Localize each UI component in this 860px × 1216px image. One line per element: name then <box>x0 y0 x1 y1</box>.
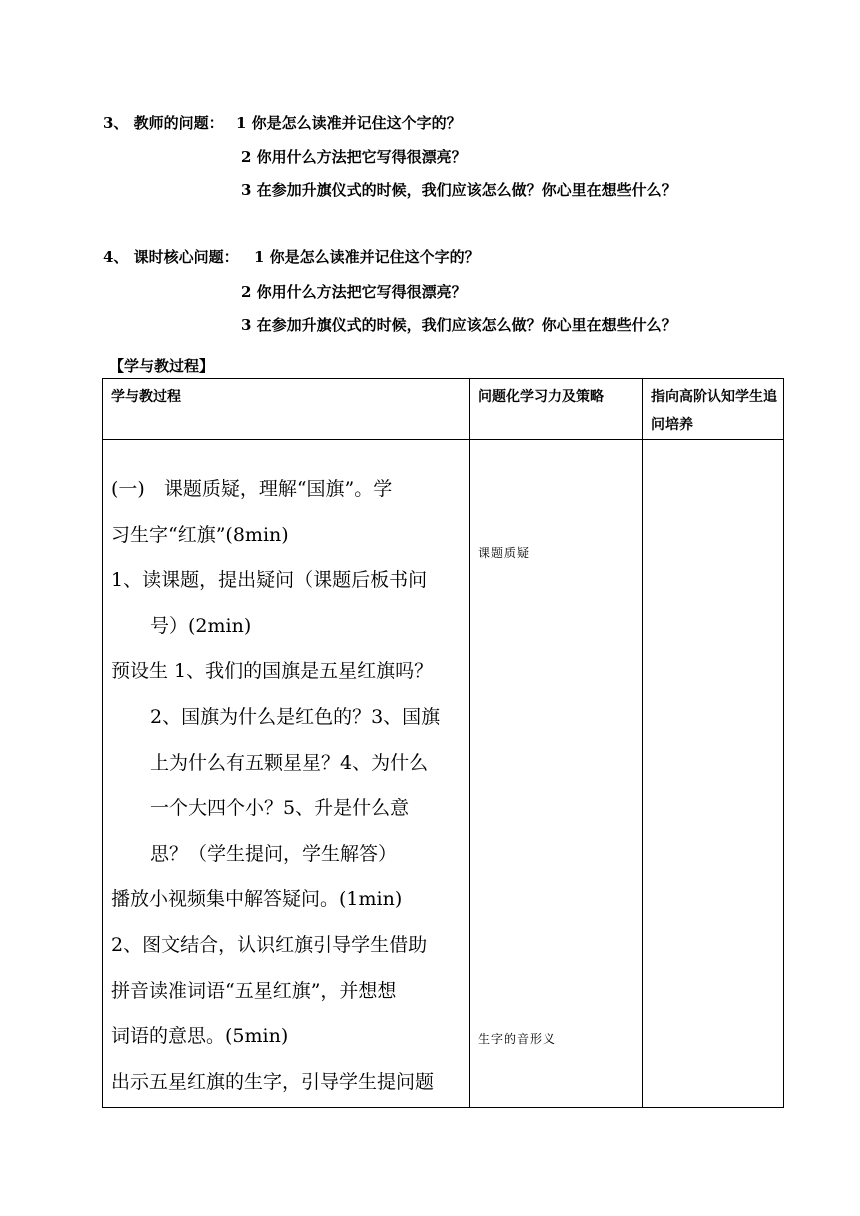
question-3-lead: 3、 教师的问题： <box>103 114 224 132</box>
process-line: 出示五星红旗的生字，引导学生提问题 <box>111 1070 435 1093</box>
process-cell <box>103 440 470 1108</box>
question-4-line-1: 1 你是怎么读准并记住这个字的？ <box>254 248 480 266</box>
higher-order-cell <box>643 440 784 1108</box>
process-line: 2、国旗为什么是红色的？3、国旗 <box>150 705 441 728</box>
process-line: 习生字“红旗”(8min) <box>111 523 289 546</box>
process-line: 词语的意思。(5min) <box>111 1025 289 1048</box>
process-line: 拼音读准词语“五星红旗”，并想想 <box>111 979 397 1002</box>
strategy-cell <box>470 440 643 1108</box>
process-line: (一) 课题质疑，理解“国旗”。学 <box>111 478 393 500</box>
question-4-line-3: 3 在参加升旗仪式的时候，我们应该怎么做？你心里在想些什么？ <box>241 316 677 334</box>
process-line: 一个大四个小？5、升是什么意 <box>150 797 410 820</box>
process-line: 上为什么有五颗星星？4、为什么 <box>150 751 429 774</box>
process-line: 预设生 1、我们的国旗是五星红旗吗？ <box>111 660 434 683</box>
header-higher-order: 指向高阶认知学生追问培养 <box>643 379 784 440</box>
process-line: 1、读课题，提出疑问（课题后板书问 <box>111 569 428 592</box>
table-header-row <box>103 379 784 440</box>
question-4-lead: 4、 课时核心问题： <box>103 248 239 266</box>
question-3-line-2: 2 你用什么方法把它写得很漂亮？ <box>241 148 467 166</box>
process-line: 2、图文结合，认识红旗引导学生借助 <box>111 933 428 956</box>
lesson-process-table <box>102 378 784 1108</box>
strategy-note-1: 课题质疑 <box>478 546 531 560</box>
question-4-line-2: 2 你用什么方法把它写得很漂亮？ <box>241 283 467 301</box>
strategy-note-2: 生字的音形义 <box>478 1032 557 1046</box>
section-title: 【学与教过程】 <box>109 357 215 375</box>
process-line: 思？（学生提问，学生解答） <box>150 842 398 865</box>
question-3-line-3: 3 在参加升旗仪式的时候，我们应该怎么做？你心里在想些什么？ <box>241 181 677 199</box>
header-process: 学与教过程 <box>103 379 470 440</box>
header-strategy: 问题化学习力及策略 <box>470 379 643 440</box>
question-3-line-1: 1 你是怎么读准并记住这个字的？ <box>236 114 462 132</box>
table-body-row <box>103 440 784 1108</box>
process-line: 播放小视频集中解答疑问。(1min) <box>111 888 403 911</box>
process-line: 号）(2min) <box>150 614 252 637</box>
